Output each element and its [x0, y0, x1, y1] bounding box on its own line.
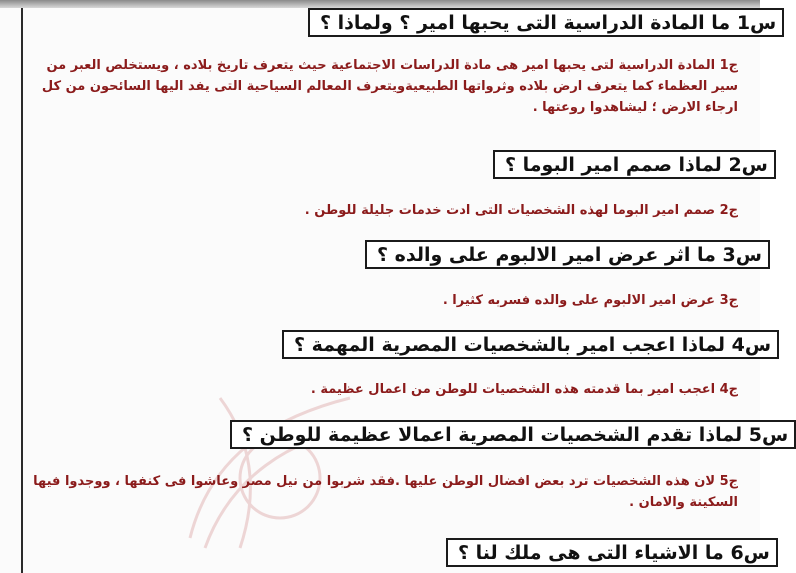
top-bar [0, 0, 760, 8]
answer-5: ج5 لان هذه الشخصيات ترد بعض افضال الوطن عليها .فقد شربوا من نيل مصر وعاشوا فى كنفها ، ووجدوا فيها السكينة والامان . [33, 474, 738, 510]
question-1: س1 ما المادة الدراسية التى يحبها امير ؟ ولماذا ؟ [308, 8, 784, 37]
page-left-border [21, 8, 23, 573]
question-6: س6 ما الاشياء التى هى ملك لنا ؟ [446, 538, 778, 567]
answer-2: ج2 صمم امير البوما لهذه الشخصيات التى ادت خدمات جليلة للوطن . [304, 203, 738, 218]
answer-3: ج3 عرض امير الالبوم على والده فسربه كثيرا . [442, 293, 738, 308]
question-4: س4 لماذا اعجب امير بالشخصيات المصرية المهمة ؟ [282, 330, 779, 359]
question-2: س2 لماذا صمم امير البوما ؟ [493, 150, 776, 179]
answer-4: ج4 اعجب امير بما قدمته هذه الشخصيات للوطن من اعمال عظيمة . [310, 382, 738, 397]
question-5: س5 لماذا تقدم الشخصيات المصرية اعمالا عظيمة للوطن ؟ [230, 420, 796, 449]
answer-1: ج1 المادة الدراسية لتى يحبها امير هى مادة الدراسات الاجتماعية حيث يتعرف تاريخ بلاده ، ويستخلص العبر من سير العظماء كما يتعرف ارض بلاده وثرواتها الطبيعيةويتعرف المعالم السياحية التى يفد اليها السائحون من كل ارجاء الارض ؛ ليشاهدوا روعتها . [41, 58, 738, 115]
question-3: س3 ما اثر عرض امير الالبوم على والده ؟ [365, 240, 770, 269]
watermark-seal [150, 338, 390, 568]
